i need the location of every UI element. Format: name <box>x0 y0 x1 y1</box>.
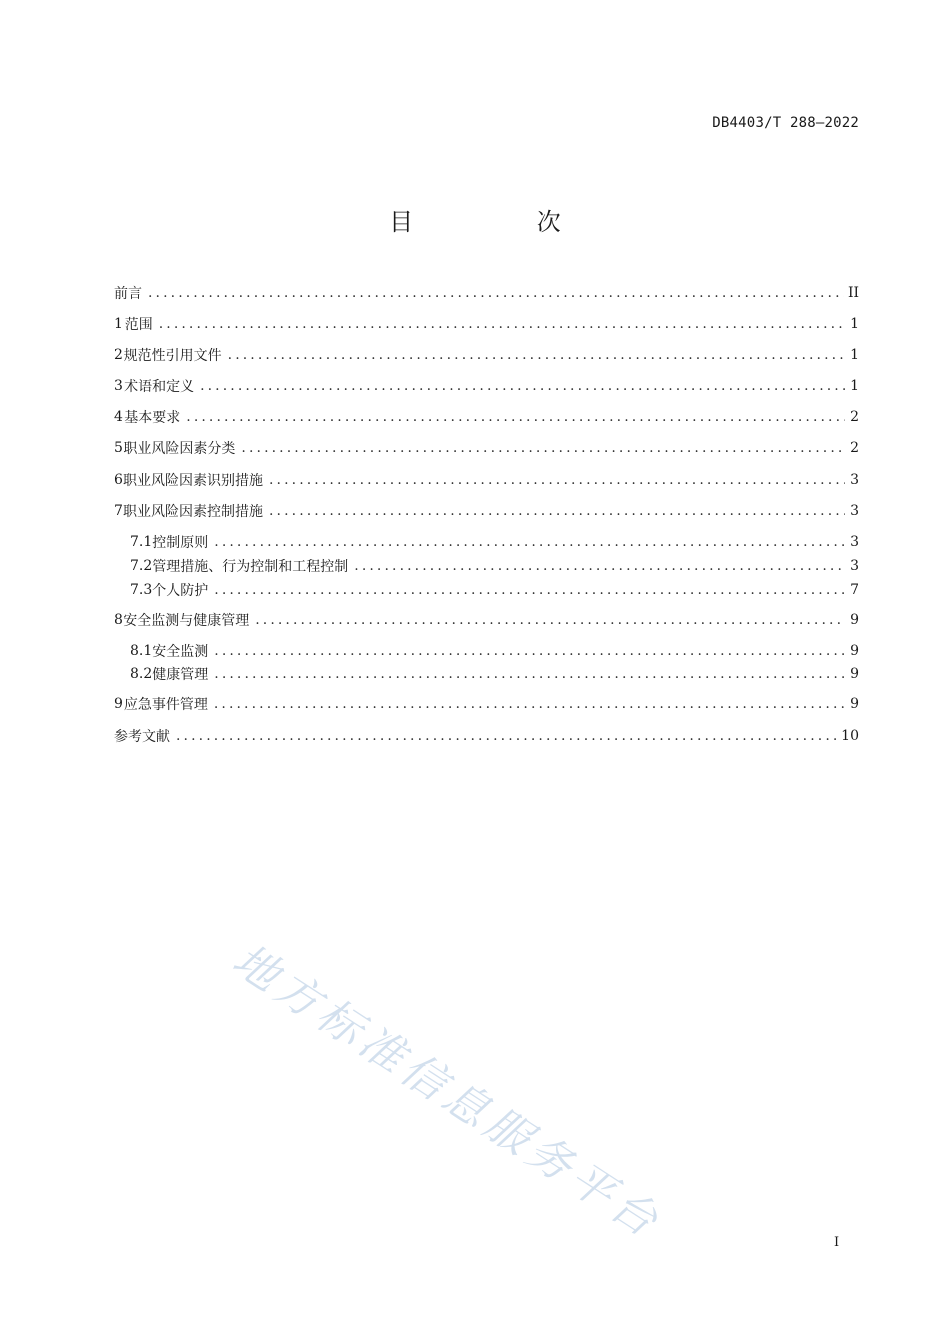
toc-entry-page: 9 <box>850 612 859 628</box>
toc-entry-label: 安全监测与健康管理 <box>123 613 250 629</box>
toc-entry-page: II <box>847 285 859 301</box>
toc-leader-dots <box>214 641 845 661</box>
toc-leader-dots <box>354 556 845 576</box>
toc-leader-dots <box>241 438 845 458</box>
toc-entry-label: 术语和定义 <box>124 379 195 395</box>
toc-entry-page: 10 <box>841 728 859 744</box>
toc-entry[interactable] <box>130 664 859 684</box>
toc-leader-dots <box>255 610 845 630</box>
toc-entry-label: 管理措施、行为控制和工程控制 <box>152 559 349 575</box>
toc-entry[interactable] <box>114 610 859 630</box>
toc-entry-label: 应急事件管理 <box>123 697 208 713</box>
toc-entry[interactable] <box>114 376 859 396</box>
toc-entry-page: 3 <box>850 558 859 574</box>
toc-entry-number: 4 <box>114 409 123 425</box>
toc-entry-number: 1 <box>114 316 123 332</box>
toc-leader-dots <box>214 664 845 684</box>
toc-entry-number: 5 <box>114 440 123 456</box>
toc-entry-label: 范围 <box>124 317 153 333</box>
toc-entry-page: 9 <box>850 696 859 712</box>
toc-entry-number: 7.1 <box>130 534 153 550</box>
page-number: I <box>834 1235 840 1250</box>
toc-leader-dots <box>214 694 845 714</box>
toc-entry-number: 8 <box>114 612 123 628</box>
toc-entry[interactable] <box>114 694 859 714</box>
toc-leader-dots <box>228 345 845 365</box>
toc-leader-dots <box>269 501 845 521</box>
toc-entry-page: 1 <box>850 347 859 363</box>
toc-entry[interactable] <box>114 407 859 427</box>
toc-entry-label: 基本要求 <box>124 410 181 426</box>
toc-entry-number: 3 <box>114 378 123 394</box>
toc-entry-label: 职业风险因素分类 <box>123 441 236 457</box>
toc-entry-page: 3 <box>850 503 859 519</box>
toc-entry-page: 1 <box>850 316 859 332</box>
toc-entry-number: 7 <box>114 503 123 519</box>
toc-entry[interactable] <box>114 726 859 746</box>
toc-entry[interactable] <box>114 470 859 490</box>
toc-entry-label: 职业风险因素识别措施 <box>123 473 263 489</box>
toc-entry-label: 职业风险因素控制措施 <box>123 504 263 520</box>
document-code: DB4403/T 288—2022 <box>712 115 859 131</box>
toc-entry-label: 规范性引用文件 <box>123 348 222 364</box>
toc-entry-number: 2 <box>114 347 123 363</box>
toc-leader-dots <box>214 580 845 600</box>
toc-entry-page: 2 <box>850 409 859 425</box>
toc-entry[interactable] <box>130 556 859 576</box>
toc-entry-page: 3 <box>850 534 859 550</box>
toc-entry-number: 8.2 <box>130 666 153 682</box>
toc-entry[interactable] <box>114 283 859 303</box>
toc-entry-page: 7 <box>850 582 859 598</box>
toc-entry[interactable] <box>114 438 859 458</box>
toc-entry[interactable] <box>130 580 859 600</box>
toc-leader-dots <box>214 532 845 552</box>
toc-leader-dots <box>159 314 845 334</box>
toc-entry-page: 9 <box>850 666 859 682</box>
toc-entry-page: 2 <box>850 440 859 456</box>
toc-entry-label: 参考文献 <box>114 729 170 745</box>
toc-leader-dots <box>186 407 845 427</box>
toc-entry-number: 9 <box>114 696 123 712</box>
toc-entry[interactable] <box>130 532 859 552</box>
toc-entry-page: 1 <box>850 378 859 394</box>
toc-entry-number: 8.1 <box>130 643 153 659</box>
toc-entry[interactable] <box>130 641 859 661</box>
toc-entry-label: 安全监测 <box>152 644 209 660</box>
toc-entry-label: 控制原则 <box>152 535 209 551</box>
toc-entry-page: 3 <box>850 472 859 488</box>
toc-entry-label: 个人防护 <box>152 583 209 599</box>
toc-leader-dots <box>200 376 845 396</box>
page-title: 目 次 <box>389 208 619 236</box>
toc-leader-dots <box>148 283 844 303</box>
toc-entry[interactable] <box>114 501 859 521</box>
toc-entry-label: 前言 <box>114 286 142 302</box>
toc-entry[interactable] <box>114 345 859 365</box>
toc-entry-number: 7.2 <box>130 558 153 574</box>
toc-leader-dots <box>176 726 837 746</box>
toc-entry-number: 7.3 <box>130 582 153 598</box>
toc-leader-dots <box>269 470 845 490</box>
watermark-text: 地方标准信息服务平台 <box>223 934 671 1250</box>
toc-entry-number: 6 <box>114 472 123 488</box>
toc-entry-label: 健康管理 <box>152 667 209 683</box>
toc-entry[interactable] <box>114 314 859 334</box>
toc-entry-page: 9 <box>850 643 859 659</box>
